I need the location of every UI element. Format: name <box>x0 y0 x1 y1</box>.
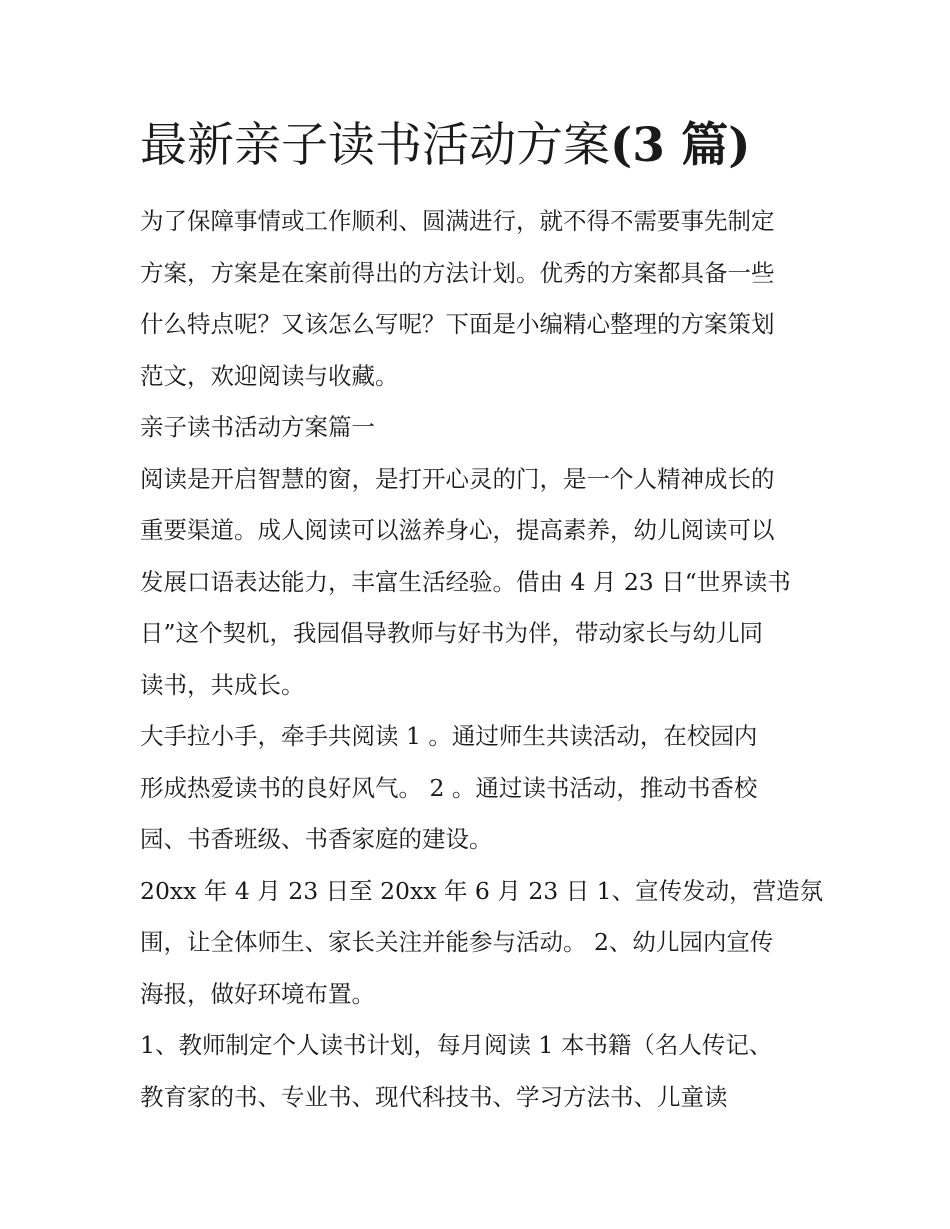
body-line: 范文，欢迎阅读与收藏。 <box>140 361 399 390</box>
body-line: 日”这个契机，我园倡导教师与好书为伴，带动家长与幼儿同 <box>140 619 764 647</box>
body-line: 重要渠道。成人阅读可以滋养身心，提高素养，幼儿阅读可以 <box>140 516 775 544</box>
body-line: 发展口语表达能力，丰富生活经验。借由 4 月 23 日“世界读书 <box>140 567 791 596</box>
body-line: 园、书香班级、书香家庭的建设。 <box>140 825 493 853</box>
document-body <box>140 196 824 1123</box>
body-line: 方案，方案是在案前得出的方法计划。优秀的方案都具备一些 <box>140 258 775 287</box>
title-suffix: (3 篇) <box>610 118 751 173</box>
document-page <box>140 112 824 1123</box>
body-line: 形成热爱读书的良好风气。 2 。通过读书活动，推动书香校 <box>140 773 758 802</box>
body-line: 围，让全体师生、家长关注并能参与活动。 2、幼儿园内宣传 <box>140 928 774 956</box>
section-heading: 亲子读书活动方案篇一 <box>140 413 375 441</box>
body-line: 1、教师制定个人读书计划，每月阅读 1 本书籍（名人传记、 <box>140 1031 773 1059</box>
body-line: 海报，做好环境布置。 <box>140 979 375 1008</box>
body-line: 教育家的书、专业书、现代科技书、学习方法书、儿童读 <box>140 1082 728 1111</box>
body-line: 为了保障事情或工作顺利、圆满进行，就不得不需要事先制定 <box>140 207 775 235</box>
body-line: 20xx 年 4 月 23 日至 20xx 年 6 月 23 日 1、宣传发动，营造氛 <box>140 876 824 905</box>
document-title <box>140 112 820 180</box>
body-line: 什么特点呢？又该怎么写呢？下面是小编精心整理的方案策划 <box>140 310 775 338</box>
title-main: 最新亲子读书活动方案 <box>140 118 610 173</box>
body-line: 大手拉小手，牵手共阅读 1 。通过师生共读活动，在校园内 <box>140 722 758 750</box>
body-line: 读书，共成长。 <box>140 670 305 699</box>
body-line: 阅读是开启智慧的窗，是打开心灵的门，是一个人精神成长的 <box>140 464 775 493</box>
